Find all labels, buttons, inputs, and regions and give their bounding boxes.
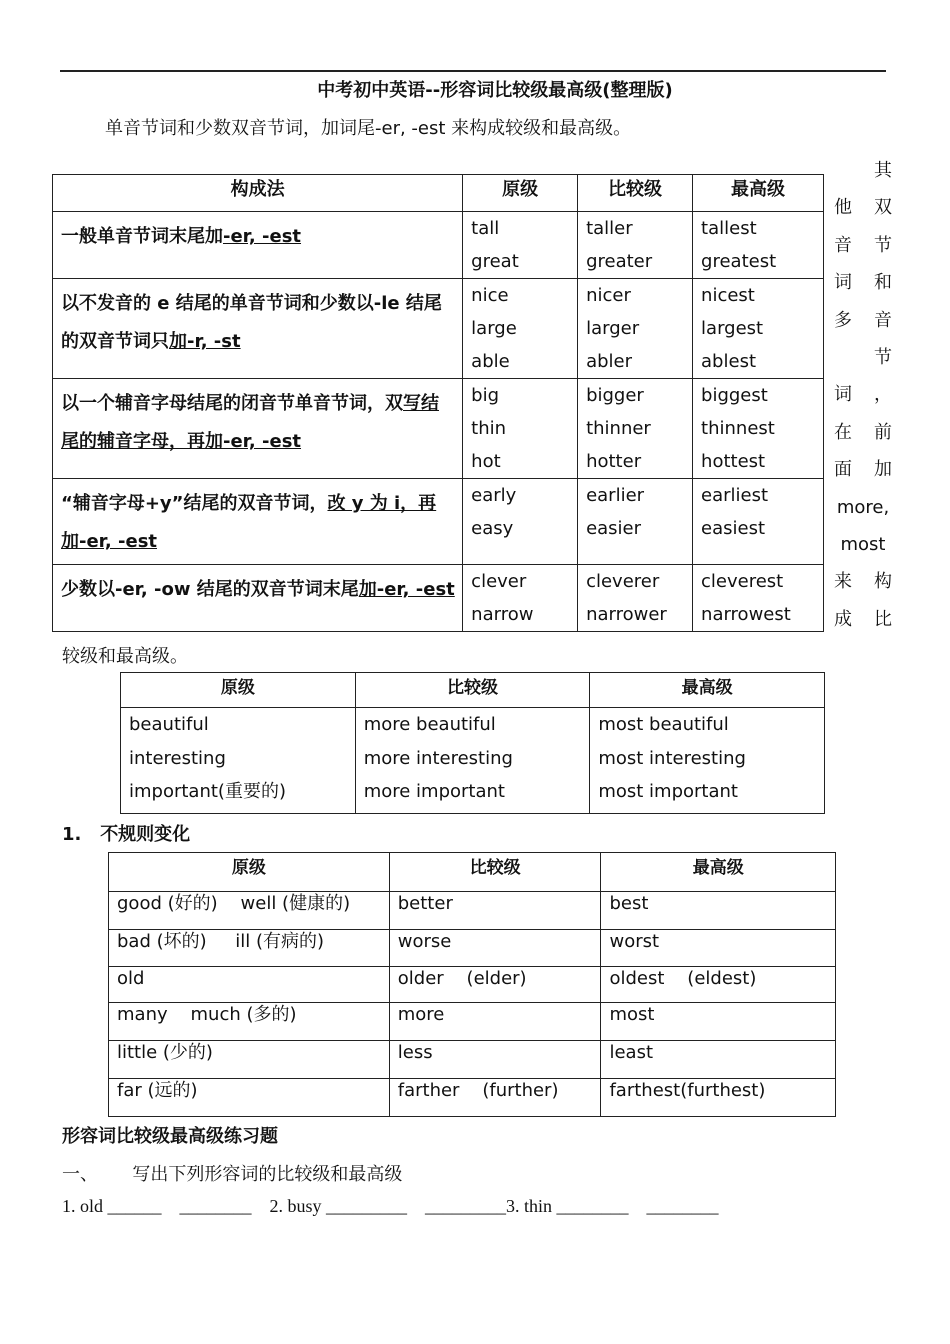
comparative-cell: earlier easier [578,479,693,565]
side-line: 词 ， [834,384,892,406]
base-cell: far (远的) [109,1079,390,1117]
base-cell: nice large able [463,279,578,379]
rule-cell: 少数以-er, -ow 结尾的双音节词末尾加-er, -est [53,565,463,632]
intro-paragraph: 单音节词和少数双音节词，加词尾-er, -est 来构成较级和最高级。 [105,118,632,139]
base-cell: bad (坏的) ill (有病的) [109,930,390,967]
section-title: 不规则变化 [100,824,191,845]
superlative-cell: farthest(furthest) [601,1079,836,1117]
comparative-cell: less [389,1041,601,1079]
superlative-cell: nicest largest ablest [693,279,824,379]
comparative-cell: worse [389,930,601,967]
superlative-cell: tallest greatest [693,212,824,279]
side-line: 其 [874,160,892,181]
continuation-text: 较级和最高级。 [62,646,188,667]
side-line: 节 [874,347,892,369]
header-superlative: 最高级 [693,175,824,212]
table-row [53,479,824,565]
table-row [53,212,824,279]
table-row [109,1003,836,1041]
table-row [53,565,824,632]
side-line: 面 加 [834,459,892,481]
multisyllable-table [120,672,825,814]
comparative-cell: nicer larger abler [578,279,693,379]
formation-table [52,174,824,632]
superlative-cell: most beautiful most interesting most important [590,708,825,814]
practice-title: 形容词比较级最高级练习题 [62,1126,278,1147]
side-line: 在 前 [834,421,892,443]
comparative-cell: bigger thinner hotter [578,379,693,479]
table-row [109,967,836,1003]
side-line: 音 节 [834,234,892,256]
header-base: 原级 [463,175,578,212]
table-header-row [121,673,825,708]
header-superlative: 最高级 [590,673,825,708]
comparative-cell: taller greater [578,212,693,279]
table-header-row [53,175,824,212]
header-comparative: 比较级 [389,853,601,892]
table-row [53,379,824,479]
base-cell: big thin hot [463,379,578,479]
table-row [109,1079,836,1117]
section-number: 1. [62,824,82,845]
side-line: 他 双 [834,197,892,219]
base-cell: good (好的) well (健康的) [109,892,390,930]
table-header-row [109,853,836,892]
exercise-line: 1. old ______ ________ 2. busy _________ _________3. thin ________ ________ [62,1196,719,1216]
rule-cell: 以一个辅音字母结尾的闭音节单音节词，双写结尾的辅音字母，再加-er, -est [53,379,463,479]
header-superlative: 最高级 [601,853,836,892]
irregular-table [108,852,836,1117]
comparative-cell: cleverer narrower [578,565,693,632]
superlative-cell: worst [601,930,836,967]
comparative-cell: older (elder) [389,967,601,1003]
top-rule [60,70,886,72]
header-base: 原级 [109,853,390,892]
side-line: most [840,534,886,556]
superlative-cell: cleverest narrowest [693,565,824,632]
superlative-cell: best [601,892,836,930]
header-comparative: 比较级 [355,673,590,708]
comparative-cell: more beautiful more interesting more important [355,708,590,814]
base-cell: beautiful interesting important(重要的) [121,708,356,814]
comparative-cell: farther (further) [389,1079,601,1117]
rule-cell: 一般单音节词末尾加-er, -est [53,212,463,279]
rule-cell: “辅音字母+y”结尾的双音节词，改 y 为 i，再加-er, -est [53,479,463,565]
table-row [53,279,824,379]
side-text [834,152,892,638]
practice-section-heading: 一、 写出下列形容词的比较级和最高级 [62,1164,403,1185]
base-cell: many much (多的) [109,1003,390,1041]
comparative-cell: more [389,1003,601,1041]
header-comparative: 比较级 [578,175,693,212]
superlative-cell: least [601,1041,836,1079]
side-line: 多 音 [834,309,892,331]
base-cell: little (少的) [109,1041,390,1079]
base-cell: clever narrow [463,565,578,632]
side-line: 词 和 [834,272,892,294]
table-row [109,1041,836,1079]
base-cell: tall great [463,212,578,279]
side-line: 来 构 [834,571,892,593]
side-line: 成 比 [834,608,892,630]
header-base: 原级 [121,673,356,708]
base-cell: old [109,967,390,1003]
page-title: 中考初中英语--形容词比较级最高级(整理版) [317,80,673,101]
table-row [109,892,836,930]
comparative-cell: better [389,892,601,930]
table-row [121,708,825,814]
superlative-cell: earliest easiest [693,479,824,565]
rule-cell: 以不发音的 e 结尾的单音节词和少数以-le 结尾的双音节词只加-r, -st [53,279,463,379]
base-cell: early easy [463,479,578,565]
superlative-cell: most [601,1003,836,1041]
superlative-cell: biggest thinnest hottest [693,379,824,479]
section-heading [62,820,190,846]
header-method: 构成法 [53,175,463,212]
table-row [109,930,836,967]
side-line: more, [836,496,890,518]
superlative-cell: oldest (eldest) [601,967,836,1003]
